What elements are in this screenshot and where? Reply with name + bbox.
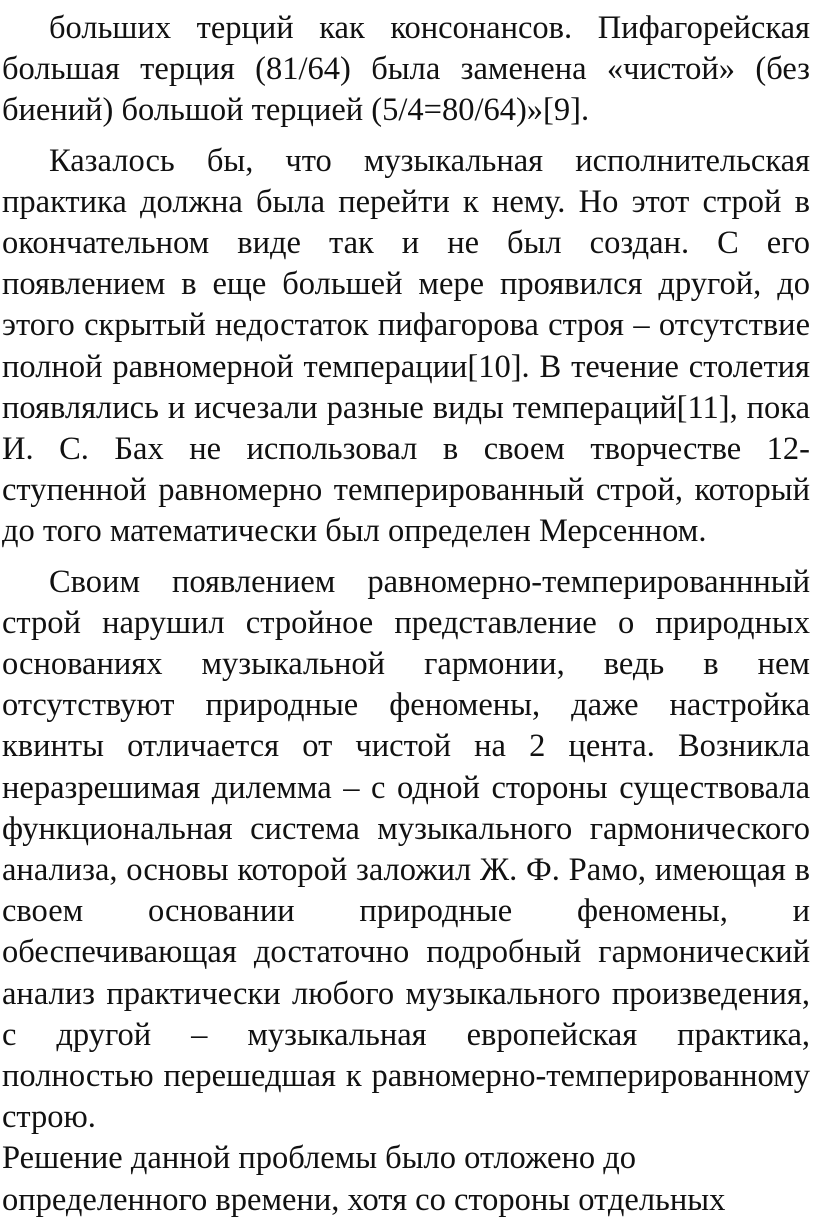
paragraph-equal-temperament: Своим появлением равномерно-темперированнный строй нарушил стройное представление о природных основаниях музыкальной гармонии, ведь в нем отсутствуют природные феномены, даже настройка квинты отличается от чистой на 2 цента. Возникла неразрешимая дилемма – с одной стороны существовала функциональная система музыкального гармонического анализа, основы которой заложил Ж. Ф. Рамо, имеющая в своем основании природные феномены, и обеспечивающая достаточно подробный гармонический анализ практически любого музыкального произведения, с другой – музыкальная европейская практика, полностью перешедшая к равномерно-темперированному строю. <box>2 563 810 1136</box>
paragraph-tuning-practice: Казалось бы, что музыкальная исполнительская практика должна была перейти к нему. Но этот строй в окончательном виде так и не был создан. С его появлением в еще большей мере проявился другой, до этого скрытый недостаток пифагорова строя – отсутствие полной равномерной темперации[10]. В течение столетия появлялись и исчезали разные виды темпераций[11], пока И. С. Бах не использовал в своем творчестве 12-ступенной равномерно темперированный строй, который до того математически был определен Мерсенном. <box>2 142 810 550</box>
paragraph-continuation: больших терций как консонансов. Пифагорейская большая терция (81/64) была заменена «чистой» (без биений) большой терцией (5/4=80/64)»[9]. <box>2 10 810 129</box>
paragraph-solution-line-1: Решение данной проблемы было отложено до <box>2 1140 637 1177</box>
paragraph-solution-line-2: определенного времени, хотя со стороны отдельных <box>2 1181 726 1218</box>
